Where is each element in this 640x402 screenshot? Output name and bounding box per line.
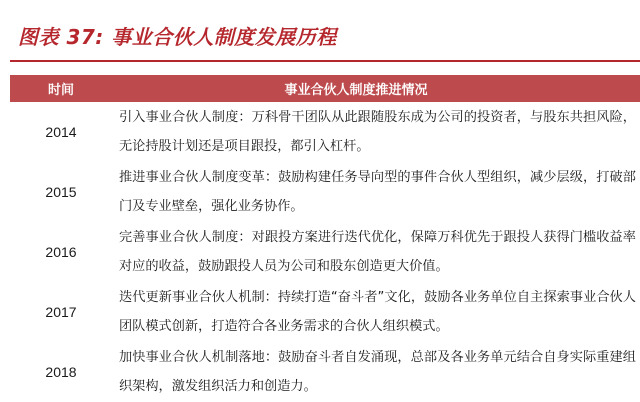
timeline-table xyxy=(10,75,640,402)
table-row xyxy=(10,282,640,342)
row-year: 2017 xyxy=(45,304,77,320)
title-divider xyxy=(10,60,640,62)
row-description: 引入事业合伙人制度：万科骨干团队从此跟随股东成为公司的投资者，与股东共担风险，无论持股计划还是项目跟投，都引入杠杆。 xyxy=(119,110,636,154)
row-year: 2016 xyxy=(45,244,77,260)
figure-title: 图表 37: 事业合伙人制度发展历程 xyxy=(18,25,337,49)
row-description: 迭代更新事业合伙人机制：持续打造“奋斗者”文化，鼓励各业务单位自主探索事业合伙人团队模式创新，打造符合各业务需求的合伙人组织模式。 xyxy=(119,290,636,334)
table-header xyxy=(10,75,640,102)
table-row xyxy=(10,162,640,222)
table-row xyxy=(10,102,640,162)
row-year: 2015 xyxy=(45,184,77,200)
row-year: 2014 xyxy=(45,124,77,140)
row-year: 2018 xyxy=(45,364,77,380)
row-description: 完善事业合伙人制度：对跟投方案进行迭代优化，保障万科优先于跟投人获得门槛收益率对应的收益，鼓励跟投人员为公司和股东创造更大价值。 xyxy=(119,230,636,274)
row-description: 推进事业合伙人制度变革：鼓励构建任务导向型的事件合伙人型组织，减少层级，打破部门及专业壁垒，强化业务协作。 xyxy=(119,170,636,214)
table-row xyxy=(10,222,640,282)
header-content: 事业合伙人制度推进情况 xyxy=(284,83,428,98)
table-row xyxy=(10,342,640,402)
header-time: 时间 xyxy=(47,83,74,98)
row-description: 加快事业合伙人机制落地：鼓励奋斗者自发涌现，总部及各业务单元结合自身实际重建组织架构，激发组织活力和创造力。 xyxy=(119,350,636,394)
